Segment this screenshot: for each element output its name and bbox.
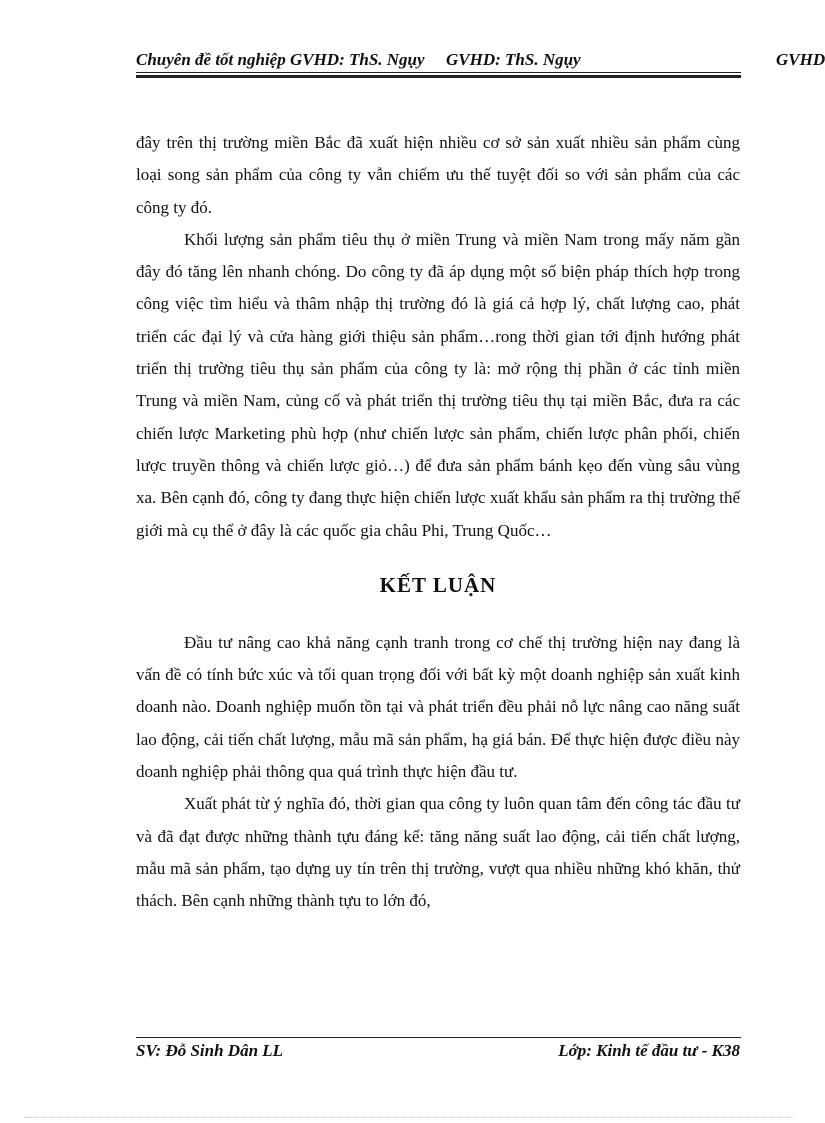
document-body <box>136 127 740 918</box>
body-paragraph: Xuất phát từ ý nghĩa đó, thời gian qua công ty luôn quan tâm đến công tác đầu tư và đã đạt được những thành tựu đáng kể: tăng năng suất lao động, cải tiến chất lượng, mẫu mã sản phẩm, tạo dựng uy tín trên thị trường, vượt qua nhiều những khó khăn, thử thách. Bên cạnh những thành tựu to lớn đó, <box>136 794 740 911</box>
footer-rule <box>136 1037 741 1038</box>
body-paragraph: đây trên thị trường miền Bắc đã xuất hiện nhiều cơ sở sản xuất nhiều sản phẩm cùng loại song sản phẩm của công ty vẫn chiếm ưu thế tuyệt đối so với sản phẩm của các công ty đó. <box>136 133 740 217</box>
body-paragraph: Đầu tư nâng cao khả năng cạnh tranh trong cơ chế thị trường hiện nay đang là vấn đề có tính bức xúc và tối quan trọng đối với bất kỳ một doanh nghiệp sản xuất kinh doanh nào. Doanh nghiệp muốn tồn tại và phát triển đều phải nỗ lực nâng cao năng suất lao động, cải tiến chất lượng, mẫu mã sản phẩm, hạ giá bán. Để thực hiện được điều này doanh nghiệp phải thông qua quá trình thực hiện đầu tư. <box>136 632 740 782</box>
header-rule-thick <box>136 75 741 78</box>
header-title: Chuyên đề tốt nghiệp GVHD: ThS. Ngụy <box>136 50 425 69</box>
header-right-text: GVHD <box>776 50 825 69</box>
body-paragraph: Khối lượng sản phẩm tiêu thụ ở miền Trung và miền Nam trong mấy năm gần đây đó tăng lên nhanh chóng. Do công ty đã áp dụng một số biện pháp thích hợp trong công việc tìm hiểu và thâm nhập thị trường đó là giá cả hợp lý, chất lượng cao, phát triển các đại lý và cửa hàng giới thiệu sản phẩm…rong thời gian tới định hướng phát triển thị trường tiêu thụ sản phẩm của công ty là: mở rộng thị phần ở các tỉnh miền Trung và miền Nam, củng cố và phát triển thị trường tiêu thụ tại miền Bắc, đưa ra các chiến lược Marketing phù hợp (như chiến lược sản phẩm, chiến lược phân phối, chiến lược truyền thông và chiến lược giỏ…) để đưa sản phẩm bánh kẹo đến vùng sâu vùng xa. Bên cạnh đó, công ty đang thực hiện chiến lược xuất khẩu sản phẩm ra thị trường thế giới mà cụ thể ở đây là các quốc gia châu Phi, Trung Quốc… <box>136 229 740 540</box>
page-footer <box>0 1020 816 1123</box>
section-title: KẾT LUẬN <box>379 572 497 597</box>
header-rule-thin <box>136 72 741 73</box>
page-bottom-border <box>24 1117 794 1118</box>
page-header <box>0 0 825 80</box>
footer-student: SV: Đỗ Sinh Dân LL <box>136 1041 284 1060</box>
header-overlap-text: GVHD: ThS. Ngụy <box>446 50 581 69</box>
footer-class: Lớp: Kinh tế đầu tư - K38 <box>558 1041 740 1060</box>
